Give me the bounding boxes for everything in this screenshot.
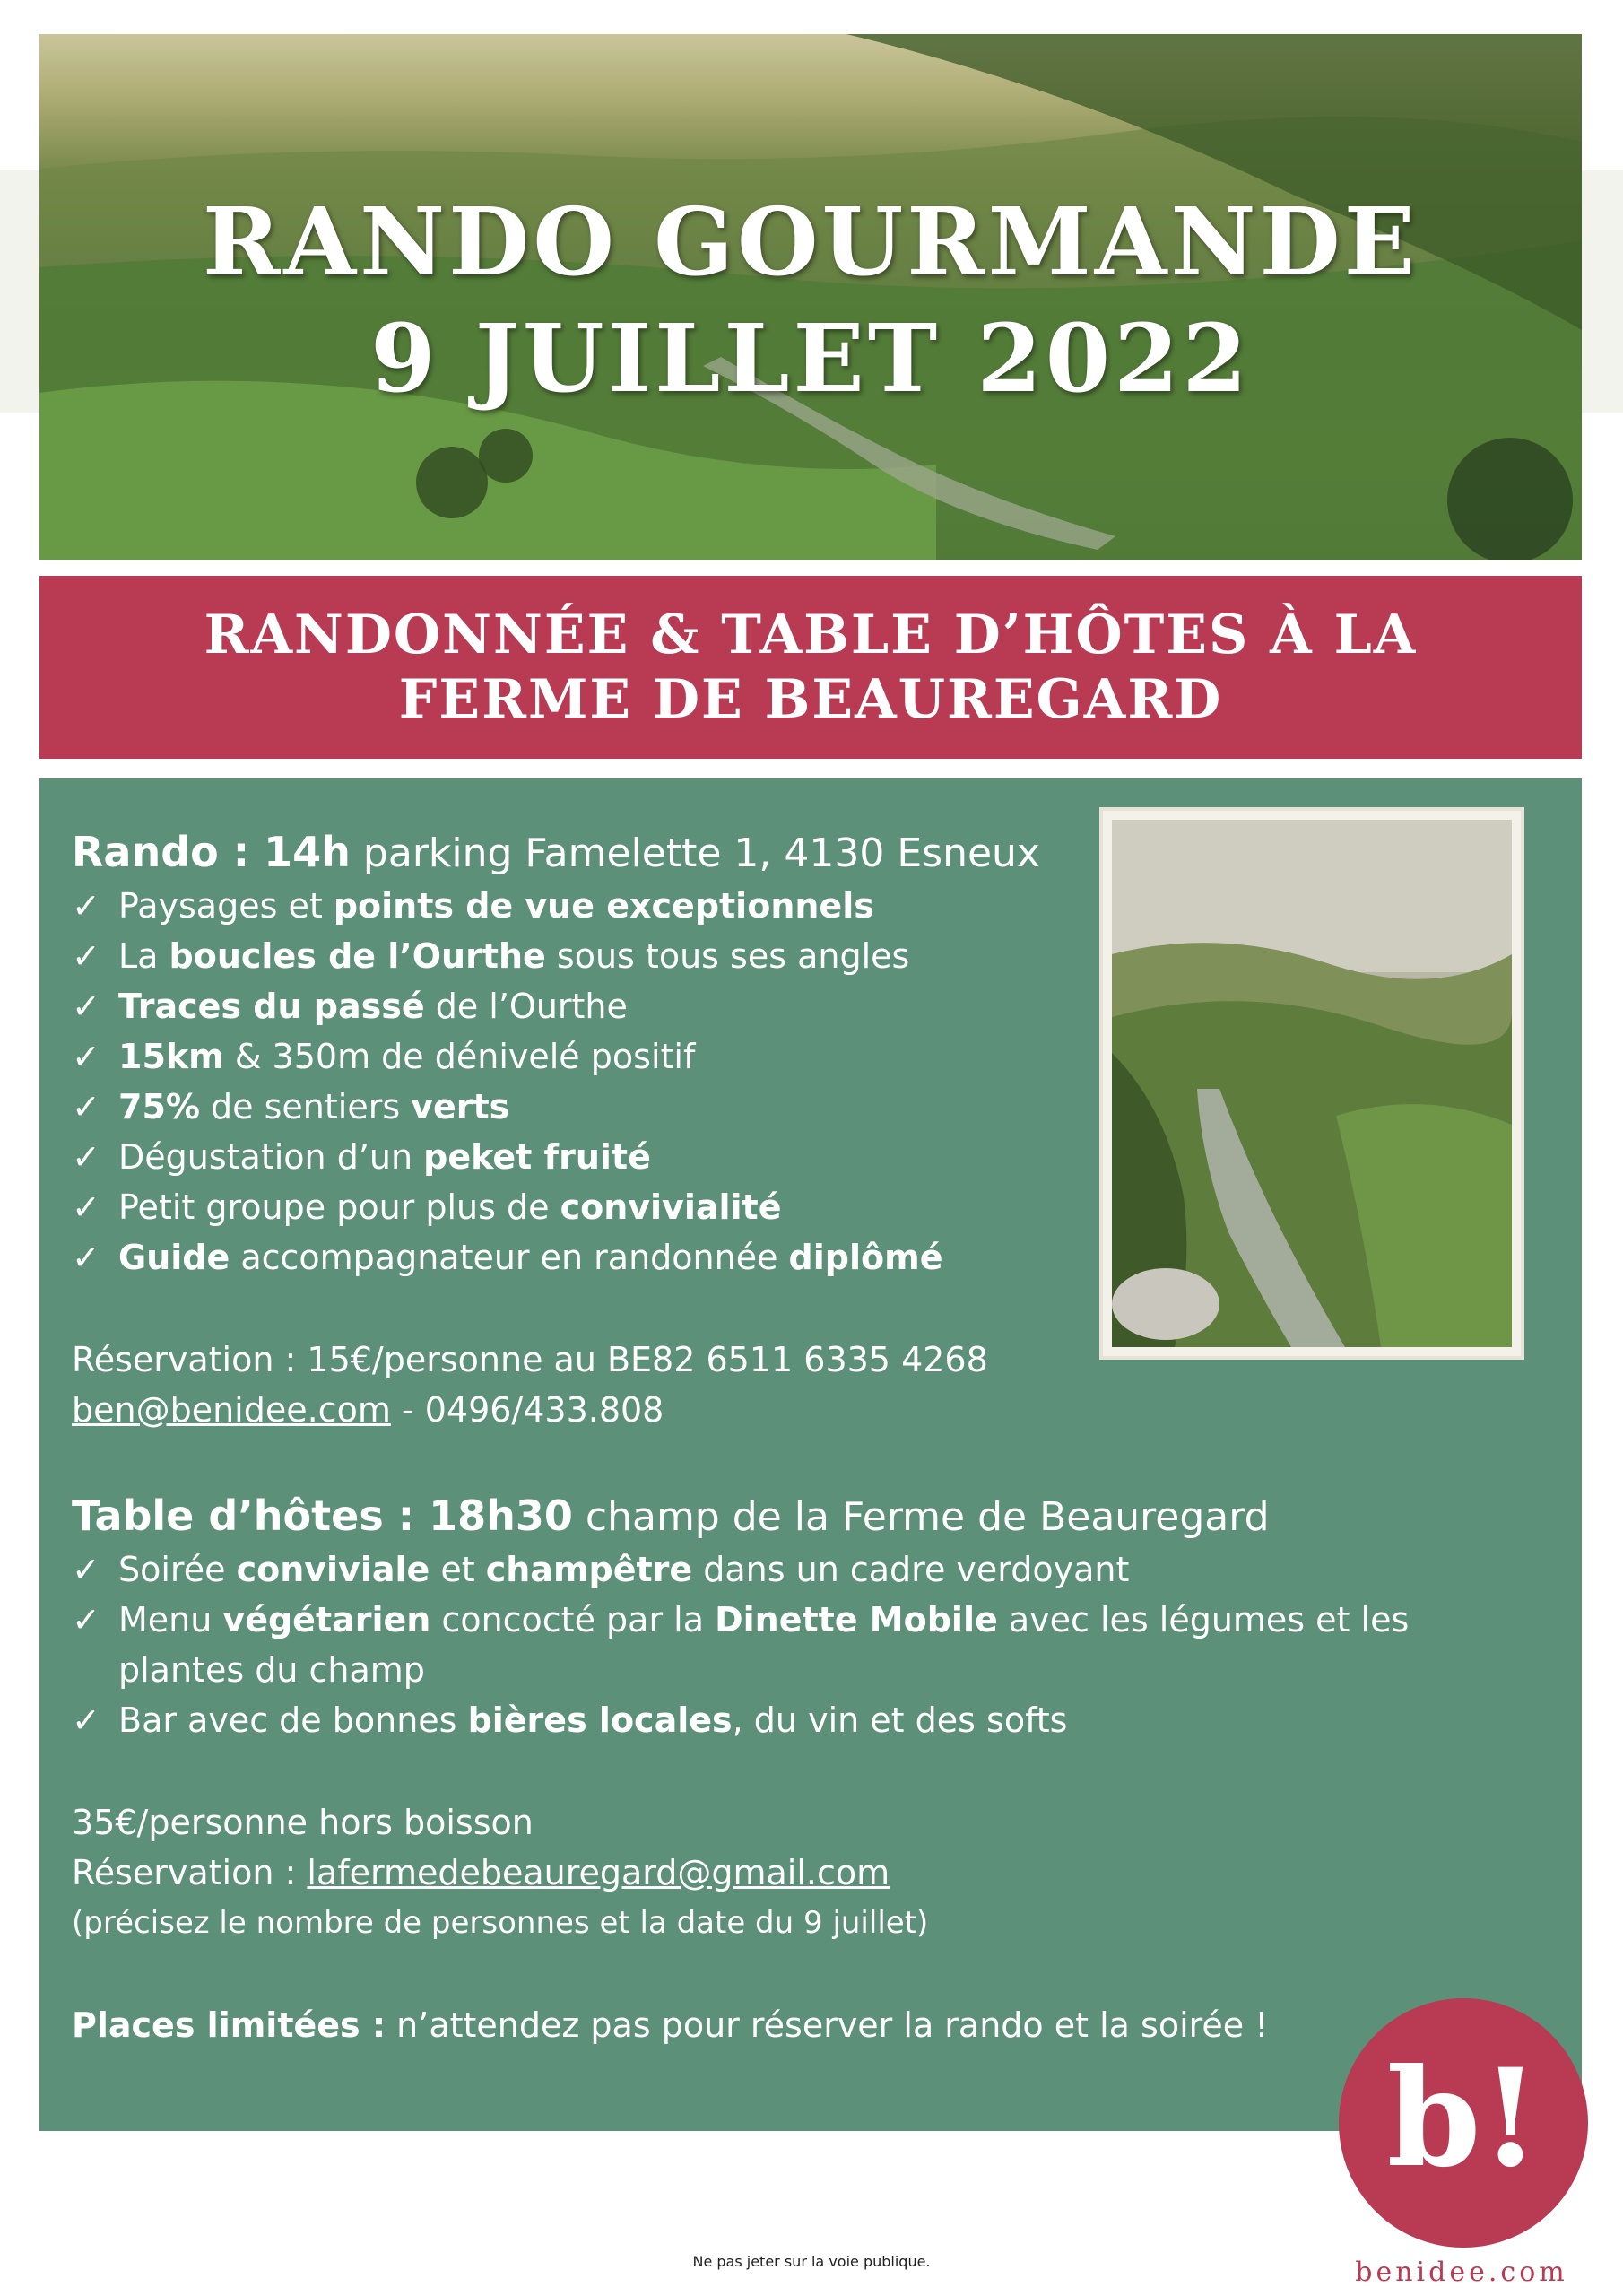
rando-location: parking Famelette 1, 4130 Esneux	[350, 831, 1040, 876]
table-feature-item-text: Menu	[118, 1600, 223, 1639]
table-feature-item-text: conviviale	[236, 1550, 430, 1589]
rando-feature-item-text: Dégustation d’un	[118, 1137, 424, 1177]
table-feature-item-text: , du vin et des softs	[732, 1700, 1068, 1740]
checkmark-icon: ✓	[72, 1087, 100, 1126]
table-feature-item	[72, 1695, 1435, 1745]
subtitle-text: RANDONNÉE & TABLE D’HÔTES À LA FERME DE BEAUREGARD	[204, 604, 1418, 731]
rando-feature-item-text: sous tous ses angles	[545, 936, 910, 976]
hero-banner	[39, 34, 1582, 560]
rando-feature-item-text: Paysages et	[118, 886, 334, 926]
rando-feature-item	[72, 1232, 1435, 1283]
rando-phone: - 0496/433.808	[390, 1390, 664, 1430]
table-reservation-label: Réservation :	[72, 1853, 308, 1892]
rando-feature-item	[72, 1082, 1435, 1132]
table-time: Table d’hôtes : 18h30	[72, 1492, 573, 1540]
rando-email-link[interactable]: ben@benidee.com	[72, 1390, 391, 1430]
rando-time: Rando : 14h	[72, 828, 351, 876]
rando-feature-item-text: 15km	[118, 1037, 224, 1076]
places-limitees	[72, 2000, 1435, 2050]
info-panel	[39, 778, 1582, 2131]
table-feature-item-text: Bar avec de bonnes	[118, 1700, 468, 1740]
right-decor-band	[1582, 170, 1623, 413]
checkmark-icon: ✓	[72, 1187, 100, 1227]
website-label: benidee.com	[1355, 2257, 1568, 2288]
checkmark-icon: ✓	[72, 1550, 100, 1589]
info-content	[72, 823, 1435, 2050]
subtitle-banner	[39, 576, 1582, 759]
table-feature-item-text: bières locales	[467, 1700, 733, 1740]
checkmark-icon: ✓	[72, 1600, 100, 1639]
logo-mark: b!	[1386, 2039, 1541, 2197]
table-feature-item	[72, 1595, 1435, 1645]
table-features-list	[72, 1544, 1435, 1745]
footer-notice: Ne pas jeter sur la voie publique.	[692, 2253, 931, 2270]
checkmark-icon: ✓	[72, 1037, 100, 1076]
table-reservation	[72, 1848, 1435, 1898]
table-feature-item	[72, 1544, 1435, 1595]
table-feature-item-text: et	[430, 1550, 486, 1589]
landscape-illustration	[39, 34, 1582, 560]
rando-feature-item	[72, 981, 1435, 1031]
event-date: 9 JUILLET 2022	[370, 303, 1251, 413]
table-location: champ de la Ferme de Beauregard	[572, 1494, 1270, 1540]
rando-feature-item-text: convivialité	[560, 1187, 782, 1227]
checkmark-icon: ✓	[72, 987, 100, 1026]
rando-feature-item-text: & 350m de dénivelé positif	[223, 1037, 696, 1076]
checkmark-icon: ✓	[72, 936, 100, 976]
table-note: (précisez le nombre de personnes et la date du 9 juillet)	[72, 1905, 929, 1941]
table-feature-item-text: Soirée	[118, 1550, 237, 1589]
checkmark-icon: ✓	[72, 886, 100, 926]
rando-feature-item-text: points de vue exceptionnels	[333, 886, 874, 926]
places-label: Places limitées :	[72, 2005, 386, 2045]
rando-feature-item	[72, 1182, 1435, 1232]
table-feature-item-text: Dinette Mobile	[715, 1600, 998, 1639]
rando-feature-item	[72, 881, 1435, 931]
table-price: 35€/personne hors boisson	[72, 1803, 534, 1842]
benidee-logo	[1339, 1998, 1588, 2248]
rando-feature-item-text: Petit groupe pour plus de	[118, 1187, 560, 1227]
rando-feature-item-text: La	[118, 936, 169, 976]
table-feature-item-text: végétarien	[222, 1600, 431, 1639]
rando-feature-item-text: Traces du passé	[118, 987, 425, 1026]
rando-contact	[72, 1385, 1435, 1435]
table-feature-item-text: concocté par la	[430, 1600, 716, 1639]
rando-feature-item-text: 75%	[118, 1087, 200, 1126]
rando-feature-item	[72, 1132, 1435, 1182]
table-feature-item-text: avec les légumes et les	[997, 1600, 1410, 1639]
rando-features-list	[72, 881, 1435, 1283]
event-title: RANDO GOURMANDE	[202, 187, 1419, 297]
table-email-link[interactable]: lafermedebeauregard@gmail.com	[307, 1853, 890, 1892]
rando-feature-item-text: verts	[411, 1087, 510, 1126]
table-heading	[72, 1487, 1435, 1544]
checkmark-icon: ✓	[72, 1238, 100, 1277]
table-feature-item-text: champêtre	[485, 1550, 693, 1589]
table-feature-item-text: dans un cadre verdoyant	[692, 1550, 1130, 1589]
table-feature-item-continuation: plantes du champ	[118, 1650, 425, 1690]
checkmark-icon: ✓	[72, 1700, 100, 1740]
rando-feature-item-text: accompagnateur en randonnée	[230, 1238, 789, 1277]
rando-feature-item-text: de l’Ourthe	[424, 987, 628, 1026]
rando-heading	[72, 823, 1435, 881]
rando-feature-item	[72, 931, 1435, 981]
checkmark-icon: ✓	[72, 1137, 100, 1177]
rando-feature-item-text: peket fruité	[423, 1137, 651, 1177]
rando-feature-item-text: boucles de l’Ourthe	[169, 936, 546, 976]
rando-reservation: Réservation : 15€/personne au BE82 6511 6335 4268	[72, 1340, 988, 1379]
rando-feature-item	[72, 1031, 1435, 1082]
left-decor-band	[0, 170, 39, 413]
places-text: n’attendez pas pour réserver la rando et la soirée !	[386, 2005, 1269, 2045]
rando-feature-item-text: de sentiers	[199, 1087, 412, 1126]
rando-feature-item-text: diplômé	[788, 1238, 943, 1277]
rando-feature-item-text: Guide	[118, 1238, 230, 1277]
